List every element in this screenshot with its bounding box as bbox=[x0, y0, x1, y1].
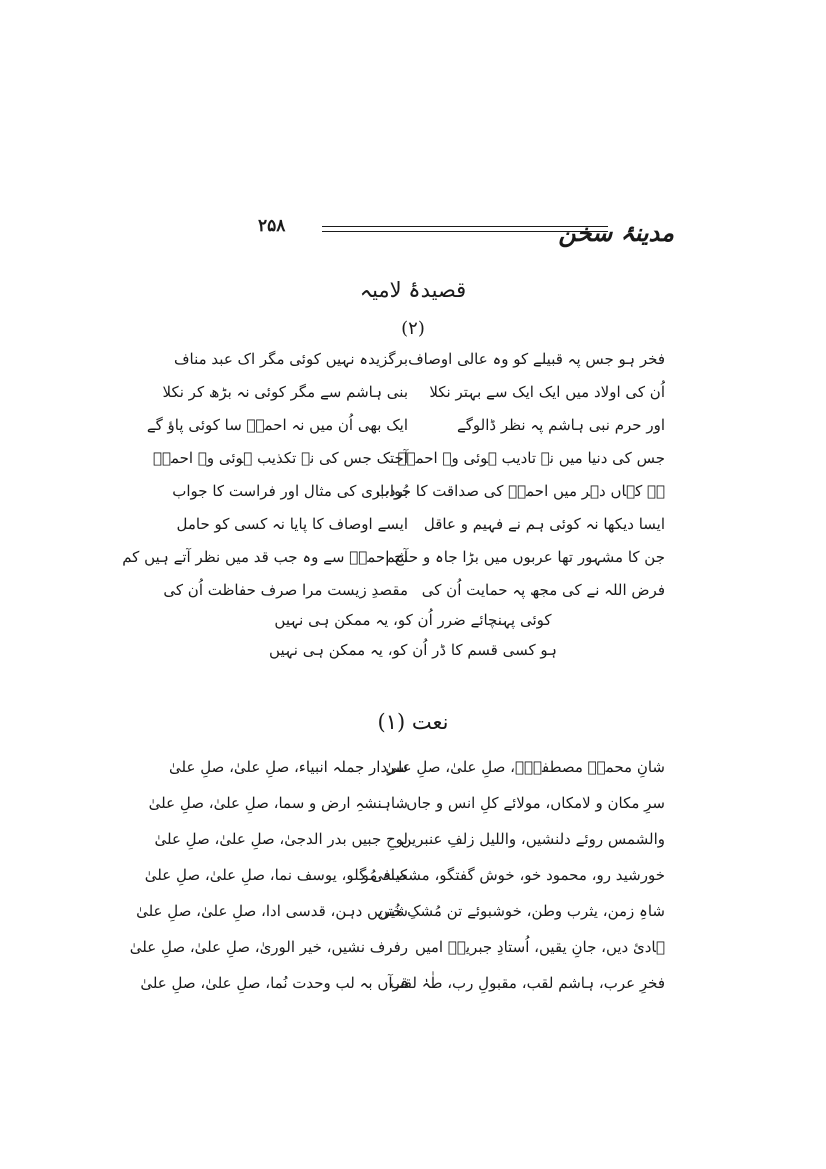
verse-first-hemistich: والشمس روئے دلنشیں، واللیل زلفِ عنبریں bbox=[400, 830, 665, 848]
verse-second-hemistich: رفرف نشیں، خیر الوریٰ، صلِ علیٰ، صلِ علیٰ bbox=[129, 938, 408, 956]
verse-second-hemistich: بُردباری کی مثال اور فراست کا جواب bbox=[172, 482, 408, 500]
verse-first-hemistich: ہادیٔ دیں، جانِ یقیں، اُستادِ جبریلؑ امیں bbox=[414, 938, 665, 956]
verse-row bbox=[0, 860, 826, 894]
verse-first-hemistich: فرض اللہ نے کی مجھ پہ حمایت اُن کی bbox=[421, 581, 665, 599]
verse-second-hemistich: لوحِ جبیں بدر الدجیٰ، صلِ علیٰ، صلِ علیٰ bbox=[154, 830, 408, 848]
verse-first-hemistich: ہے کہاں دہر میں احمدؐ کی صداقت کا جواب bbox=[375, 482, 665, 500]
book-title: مدینۂ سخن bbox=[558, 218, 674, 247]
verse-row bbox=[0, 476, 826, 510]
verse-first-hemistich: خورشید رو، محمود خو، خوش گفتگو، مشکینہ مُو bbox=[361, 866, 665, 884]
header-rule-bottom bbox=[322, 231, 608, 232]
naat-heading: نعت (۱) bbox=[377, 710, 449, 734]
qasida-heading: قصیدۂ لامیہ bbox=[359, 278, 467, 302]
verse-row bbox=[0, 377, 826, 411]
qasida-number: (۲) bbox=[401, 318, 425, 339]
verse-second-hemistich: مقصدِ زیست مرا صرف حفاظت اُن کی bbox=[163, 581, 408, 599]
verse-second-hemistich: ایسے اوصاف کا پایا نہ کسی کو حامل bbox=[176, 515, 408, 533]
verse-row bbox=[0, 896, 826, 930]
verse-row bbox=[0, 410, 826, 444]
verse-row bbox=[0, 542, 826, 576]
page-number: ۲۵۸ bbox=[258, 216, 286, 236]
verse-second-hemistich: صافی گلو، یوسف نما، صلِ علیٰ، صلِ علیٰ bbox=[144, 866, 408, 884]
verse-second-hemistich: برگزیدہ نہیں کوئی مگر اک عبد مناف bbox=[173, 350, 408, 368]
closing-couplet-line: ہو کسی قسم کا ڈر اُن کو، یہ ممکن ہی نہیں bbox=[269, 641, 557, 659]
verse-second-hemistich: ایک بھی اُن میں نہ احمدؐ سا کوئی پاؤ گے bbox=[146, 416, 408, 434]
verse-first-hemistich: اُن کی اولاد میں ایک ایک سے بہتر نکلا bbox=[429, 383, 665, 401]
verse-second-hemistich: قرآں بہ لب وحدت نُما، صلِ علیٰ، صلِ علیٰ bbox=[140, 974, 408, 992]
verse-row bbox=[0, 932, 826, 966]
verse-first-hemistich: سرِ مکان و لامکاں، مولائے کلِ انس و جاں bbox=[406, 794, 665, 812]
verse-second-hemistich: سردار جملہ انبیاء، صلِ علیٰ، صلِ علیٰ bbox=[169, 758, 408, 776]
verse-first-hemistich: جن کا مشہور تھا عربوں میں بڑا جاہ و حشم bbox=[385, 548, 665, 566]
verse-second-hemistich: شیریں دہن، قدسی ادا، صلِ علیٰ، صلِ علیٰ bbox=[136, 902, 408, 920]
verse-first-hemistich: شانِ محمدؐ مصطفیٰؐ، صلِ علیٰ، صلِ علیٰ bbox=[385, 758, 665, 776]
verse-row bbox=[0, 752, 826, 786]
verse-second-hemistich: بنی ہاشم سے مگر کوئی نہ بڑھ کر نکلا bbox=[162, 383, 408, 401]
verse-row bbox=[0, 575, 826, 609]
verse-first-hemistich: شاہِ زمن، یثرب وطن، خوشبوئے تن مُشکِ خُتن bbox=[377, 902, 665, 920]
verse-row bbox=[0, 344, 826, 378]
verse-row bbox=[0, 968, 826, 1002]
verse-first-hemistich: اور حرم نبی ہاشم پہ نظر ڈالوگے bbox=[456, 416, 665, 434]
verse-row bbox=[0, 443, 826, 477]
verse-first-hemistich: ایسا دیکھا نہ کوئی ہم نے فہیم و عاقل bbox=[423, 515, 665, 533]
verse-row bbox=[0, 788, 826, 822]
header-rule-top bbox=[322, 226, 608, 227]
closing-couplet-line: کوئی پہنچائے ضرر اُن کو، یہ ممکن ہی نہیں bbox=[274, 611, 552, 629]
verse-row bbox=[0, 824, 826, 858]
verse-row bbox=[0, 509, 826, 543]
verse-first-hemistich: فخرِ عرب، ہاشم لقب، مقبولِ رب، طٰہٰ لقب bbox=[390, 974, 665, 992]
verse-second-hemistich: آج احمدؐ سے وہ جب قد میں نظر آتے ہیں کم bbox=[122, 548, 408, 566]
verse-first-hemistich: فخر ہو جس پہ قبیلے کو وہ عالی اوصاف bbox=[408, 350, 665, 368]
verse-second-hemistich: آجتک جس کی نہ تکذیب ہوئی وہ احمدؐ bbox=[152, 449, 408, 467]
verse-first-hemistich: جس کی دنیا میں نہ تادیب ہوئی وہ احمدؐ bbox=[397, 449, 665, 467]
verse-second-hemistich: شاہنشہِ ارض و سما، صلِ علیٰ، صلِ علیٰ bbox=[148, 794, 408, 812]
